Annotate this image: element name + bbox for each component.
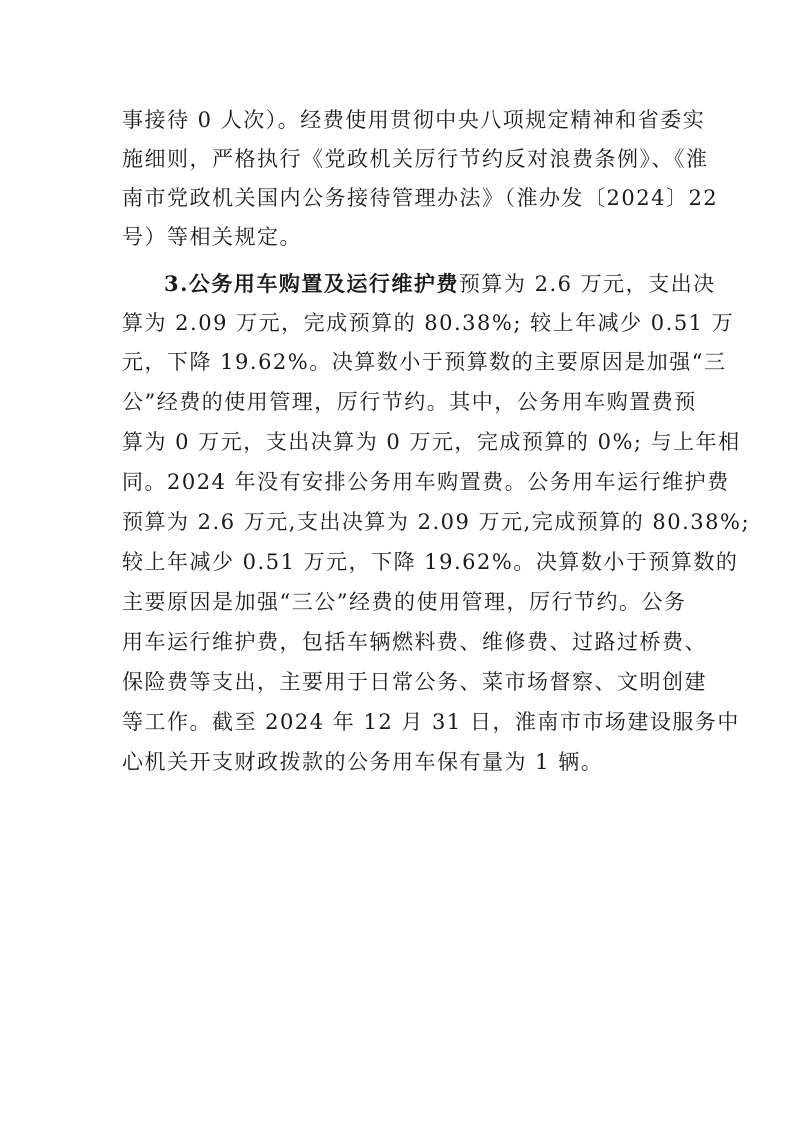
paragraph-line-14: 用车运行维护费，包括车辆燃料费、维修费、过路过桥费、	[122, 630, 707, 654]
paragraph-line-1: 事接待 0 人次）。经费使用贯彻中央八项规定精神和省委实	[122, 108, 706, 132]
paragraph-line-17: 心机关开支财政拨款的公务用车保有量为 1 辆。	[122, 750, 604, 774]
paragraph-line-16: 等工作。截至 2024 年 12 月 31 日，淮南市市场建设服务中	[122, 710, 740, 734]
section-first-line-text: 预算为 2.6 万元，支出决	[458, 272, 716, 296]
paragraph-line-13: 主要原因是加强“三公”经费的使用管理，厉行节约。公务	[122, 590, 687, 614]
paragraph-line-4: 号）等相关规定。	[122, 225, 302, 249]
paragraph-line-6: 算为 2.09 万元，完成预算的 80.38%; 较上年减少 0.51 万	[122, 311, 735, 335]
section-first-line	[164, 268, 716, 300]
paragraph-line-9: 算为 0 万元，支出决算为 0 万元，完成预算的 0%; 与上年相	[122, 430, 741, 454]
paragraph-line-3: 南市党政机关国内公务接待管理办法》（淮办发〔2024〕22	[122, 186, 719, 210]
paragraph-line-12: 较上年减少 0.51 万元，下降 19.62%。决算数小于预算数的	[122, 550, 739, 574]
paragraph-line-2: 施细则，严格执行《党政机关厉行节约反对浪费条例》、《淮	[122, 147, 709, 171]
paragraph-line-10: 同。2024 年没有安排公务用车购置费。公务用车运行维护费	[122, 470, 730, 494]
paragraph-line-15: 保险费等支出，主要用于日常公务、菜市场督察、文明创建	[122, 670, 707, 694]
paragraph-line-11: 预算为 2.6 万元,支出决算为 2.09 万元,完成预算的 80.38%;	[122, 510, 751, 534]
section-heading: 3.公务用车购置及运行维护费	[164, 271, 459, 296]
paragraph-line-7: 元，下降 19.62%。决算数小于预算数的主要原因是加强“三	[122, 350, 727, 374]
paragraph-line-8: 公”经费的使用管理，厉行节约。其中，公务用车购置费预	[122, 390, 697, 414]
